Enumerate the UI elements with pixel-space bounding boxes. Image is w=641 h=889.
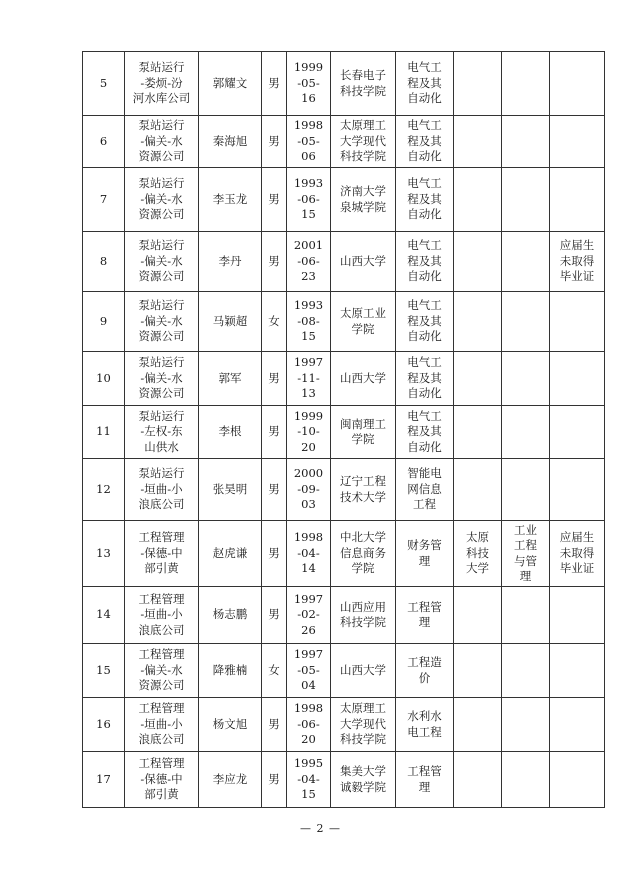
gender-cell: 男 xyxy=(262,116,287,168)
name-cell: 赵虎谦 xyxy=(199,521,262,587)
major-cell: 电气工 程及其 自动化 xyxy=(396,406,454,459)
second-school-cell: 太原 科技 大学 xyxy=(454,521,502,587)
row-number-cell: 5 xyxy=(83,52,125,116)
second-school-cell xyxy=(454,459,502,521)
major-cell: 电气工 程及其 自动化 xyxy=(396,292,454,352)
row-number-cell: 9 xyxy=(83,292,125,352)
note-cell: 应届生 未取得 毕业证 xyxy=(550,232,605,292)
name-cell: 杨文旭 xyxy=(199,698,262,752)
table-body xyxy=(83,52,605,808)
table-row xyxy=(83,168,605,232)
school-cell: 山西大学 xyxy=(331,352,396,406)
gender-cell: 男 xyxy=(262,352,287,406)
gender-cell: 男 xyxy=(262,406,287,459)
school-cell: 济南大学 泉城学院 xyxy=(331,168,396,232)
school-cell: 中北大学 信息商务 学院 xyxy=(331,521,396,587)
table-row xyxy=(83,644,605,698)
second-major-cell xyxy=(502,292,550,352)
row-number-cell: 16 xyxy=(83,698,125,752)
name-cell: 降雅楠 xyxy=(199,644,262,698)
name-cell: 李应龙 xyxy=(199,752,262,808)
second-major-cell xyxy=(502,168,550,232)
second-school-cell xyxy=(454,52,502,116)
gender-cell: 男 xyxy=(262,752,287,808)
note-cell xyxy=(550,698,605,752)
gender-cell: 男 xyxy=(262,168,287,232)
major-cell: 电气工 程及其 自动化 xyxy=(396,116,454,168)
note-cell xyxy=(550,352,605,406)
table-row xyxy=(83,521,605,587)
gender-cell: 女 xyxy=(262,644,287,698)
school-cell: 集美大学 诚毅学院 xyxy=(331,752,396,808)
table-row xyxy=(83,52,605,116)
note-cell xyxy=(550,406,605,459)
second-school-cell xyxy=(454,232,502,292)
second-major-cell xyxy=(502,698,550,752)
birth-date-cell: 2000 -09- 03 xyxy=(287,459,331,521)
unit-cell: 泵站运行 -垣曲-小 浪底公司 xyxy=(125,459,199,521)
major-cell: 电气工 程及其 自动化 xyxy=(396,168,454,232)
gender-cell: 男 xyxy=(262,698,287,752)
row-number-cell: 14 xyxy=(83,587,125,644)
second-school-cell xyxy=(454,116,502,168)
table-row xyxy=(83,232,605,292)
row-number-cell: 7 xyxy=(83,168,125,232)
unit-cell: 泵站运行 -左权-东 山供水 xyxy=(125,406,199,459)
gender-cell: 男 xyxy=(262,587,287,644)
birth-date-cell: 1998 -05- 06 xyxy=(287,116,331,168)
table-row xyxy=(83,587,605,644)
name-cell: 李丹 xyxy=(199,232,262,292)
unit-cell: 工程管理 -保德-中 部引黄 xyxy=(125,521,199,587)
unit-cell: 泵站运行 -偏关-水 资源公司 xyxy=(125,168,199,232)
major-cell: 水利水 电工程 xyxy=(396,698,454,752)
note-cell xyxy=(550,292,605,352)
row-number-cell: 10 xyxy=(83,352,125,406)
second-major-cell xyxy=(502,644,550,698)
unit-cell: 工程管理 -垣曲-小 浪底公司 xyxy=(125,698,199,752)
gender-cell: 男 xyxy=(262,232,287,292)
major-cell: 智能电 网信息 工程 xyxy=(396,459,454,521)
note-cell xyxy=(550,644,605,698)
second-school-cell xyxy=(454,292,502,352)
table-row xyxy=(83,352,605,406)
school-cell: 山西大学 xyxy=(331,644,396,698)
gender-cell: 男 xyxy=(262,52,287,116)
school-cell: 辽宁工程 技术大学 xyxy=(331,459,396,521)
page-number: — 2 — xyxy=(300,822,341,835)
school-cell: 太原理工 大学现代 科技学院 xyxy=(331,698,396,752)
birth-date-cell: 1999 -05- 16 xyxy=(287,52,331,116)
birth-date-cell: 1998 -06- 20 xyxy=(287,698,331,752)
note-cell xyxy=(550,459,605,521)
unit-cell: 泵站运行 -偏关-水 资源公司 xyxy=(125,292,199,352)
name-cell: 郭耀文 xyxy=(199,52,262,116)
name-cell: 李根 xyxy=(199,406,262,459)
school-cell: 太原理工 大学现代 科技学院 xyxy=(331,116,396,168)
school-cell: 山西应用 科技学院 xyxy=(331,587,396,644)
birth-date-cell: 1995 -04- 15 xyxy=(287,752,331,808)
birth-date-cell: 1997 -11- 13 xyxy=(287,352,331,406)
note-cell xyxy=(550,168,605,232)
major-cell: 电气工 程及其 自动化 xyxy=(396,352,454,406)
second-school-cell xyxy=(454,406,502,459)
table-row xyxy=(83,116,605,168)
table-row xyxy=(83,698,605,752)
row-number-cell: 6 xyxy=(83,116,125,168)
name-cell: 秦海旭 xyxy=(199,116,262,168)
note-cell: 应届生 未取得 毕业证 xyxy=(550,521,605,587)
unit-cell: 工程管理 -垣曲-小 浪底公司 xyxy=(125,587,199,644)
unit-cell: 工程管理 -保德-中 部引黄 xyxy=(125,752,199,808)
note-cell xyxy=(550,587,605,644)
name-cell: 张昊明 xyxy=(199,459,262,521)
unit-cell: 泵站运行 -偏关-水 资源公司 xyxy=(125,352,199,406)
second-major-cell xyxy=(502,116,550,168)
second-school-cell xyxy=(454,587,502,644)
unit-cell: 泵站运行 -偏关-水 资源公司 xyxy=(125,232,199,292)
second-major-cell xyxy=(502,752,550,808)
name-cell: 马颖超 xyxy=(199,292,262,352)
second-major-cell xyxy=(502,52,550,116)
birth-date-cell: 1997 -05- 04 xyxy=(287,644,331,698)
second-school-cell xyxy=(454,752,502,808)
major-cell: 财务管 理 xyxy=(396,521,454,587)
school-cell: 闽南理工 学院 xyxy=(331,406,396,459)
second-major-cell xyxy=(502,352,550,406)
major-cell: 电气工 程及其 自动化 xyxy=(396,52,454,116)
birth-date-cell: 1993 -08- 15 xyxy=(287,292,331,352)
second-major-cell xyxy=(502,232,550,292)
major-cell: 工程管 理 xyxy=(396,587,454,644)
gender-cell: 男 xyxy=(262,459,287,521)
school-cell: 长春电子 科技学院 xyxy=(331,52,396,116)
table-row xyxy=(83,459,605,521)
birth-date-cell: 2001 -06- 23 xyxy=(287,232,331,292)
note-cell xyxy=(550,116,605,168)
unit-cell: 泵站运行 -娄烦-汾 河水库公司 xyxy=(125,52,199,116)
gender-cell: 女 xyxy=(262,292,287,352)
birth-date-cell: 1998 -04- 14 xyxy=(287,521,331,587)
row-number-cell: 11 xyxy=(83,406,125,459)
row-number-cell: 15 xyxy=(83,644,125,698)
note-cell xyxy=(550,52,605,116)
second-school-cell xyxy=(454,168,502,232)
table-row xyxy=(83,406,605,459)
roster-table xyxy=(82,51,605,808)
birth-date-cell: 1999 -10- 20 xyxy=(287,406,331,459)
second-school-cell xyxy=(454,644,502,698)
name-cell: 郭军 xyxy=(199,352,262,406)
major-cell: 工程管 理 xyxy=(396,752,454,808)
second-major-cell: 工业 工程 与管 理 xyxy=(502,521,550,587)
major-cell: 电气工 程及其 自动化 xyxy=(396,232,454,292)
school-cell: 山西大学 xyxy=(331,232,396,292)
school-cell: 太原工业 学院 xyxy=(331,292,396,352)
unit-cell: 工程管理 -偏关-水 资源公司 xyxy=(125,644,199,698)
second-school-cell xyxy=(454,352,502,406)
second-major-cell xyxy=(502,459,550,521)
name-cell: 杨志鹏 xyxy=(199,587,262,644)
second-major-cell xyxy=(502,406,550,459)
gender-cell: 男 xyxy=(262,521,287,587)
note-cell xyxy=(550,752,605,808)
second-major-cell xyxy=(502,587,550,644)
row-number-cell: 8 xyxy=(83,232,125,292)
row-number-cell: 13 xyxy=(83,521,125,587)
row-number-cell: 12 xyxy=(83,459,125,521)
major-cell: 工程造 价 xyxy=(396,644,454,698)
unit-cell: 泵站运行 -偏关-水 资源公司 xyxy=(125,116,199,168)
second-school-cell xyxy=(454,698,502,752)
row-number-cell: 17 xyxy=(83,752,125,808)
birth-date-cell: 1993 -06- 15 xyxy=(287,168,331,232)
name-cell: 李玉龙 xyxy=(199,168,262,232)
table-row xyxy=(83,752,605,808)
birth-date-cell: 1997 -02- 26 xyxy=(287,587,331,644)
table-row xyxy=(83,292,605,352)
